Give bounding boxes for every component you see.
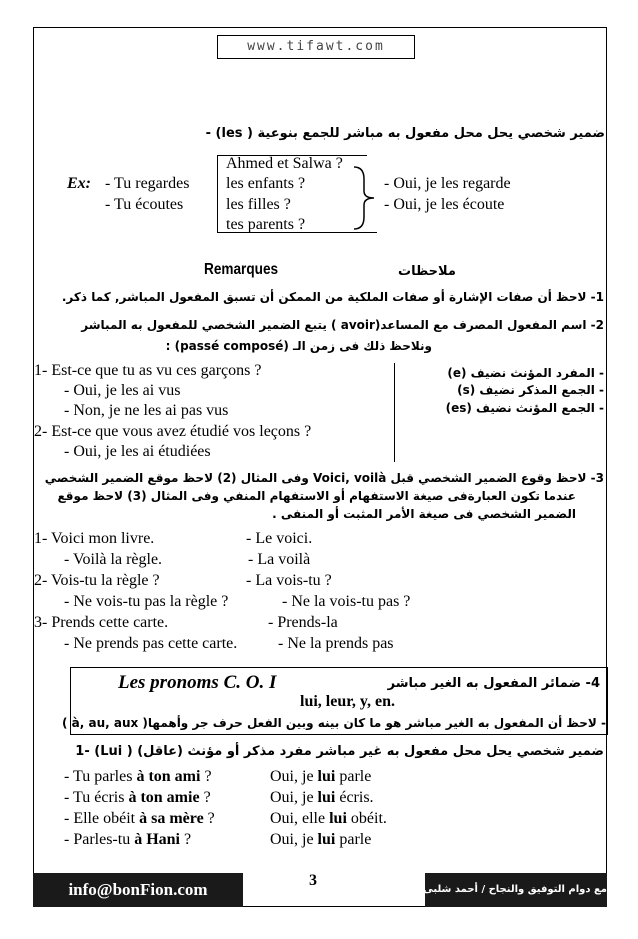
lui-question-2: - Tu écris à ton amie ?: [64, 789, 211, 806]
example-3-3-right: - La vois-tu ?: [246, 572, 332, 589]
website-banner: www.tifawt.com: [217, 35, 415, 59]
footer-credit: مع دوام التوفيق والنجاح / أحمد شلبى: [425, 873, 607, 907]
rule-2-divider: [394, 363, 395, 462]
example-2-2: - Oui, je les ai vus: [64, 382, 181, 399]
example-3-1-right: - Le voici.: [246, 530, 313, 547]
answer-1: - Oui, je les regarde: [384, 175, 511, 192]
option-3: les filles ?: [226, 196, 291, 213]
example-3-2-left: - Voilà la règle.: [64, 551, 163, 568]
curly-brace-icon: [352, 165, 376, 231]
answer-2: - Oui, je les écoute: [384, 196, 505, 213]
example-3-4-right: - Ne la vois-tu pas ?: [282, 593, 411, 610]
option-4: tes parents ?: [226, 216, 306, 233]
lui-question-1: - Tu parles à ton ami ?: [64, 768, 212, 785]
option-1: Ahmed et Salwa ?: [226, 155, 343, 172]
rule-masc-pl: - الجمع المذكر نضيف (s): [457, 383, 604, 397]
rule-1: 1- لاحظ أن صفات الإشارة أو صفات الملكية من الممكن أن تسبق المفعول المباشر, كما ذكر.: [61, 290, 604, 304]
lui-answer-4: Oui, je lui parle: [270, 831, 372, 848]
rule-3-line3: الضمير الشخصي فى صيغة الأمر المثبت أو المنفى .: [272, 507, 576, 521]
lui-answer-2: Oui, je lui écris.: [270, 789, 374, 806]
example-3-3-left: 2- Vois-tu la règle ?: [34, 572, 160, 589]
remarks-title-ar: ملاحظات: [398, 264, 456, 279]
example-2-1: 1- Est-ce que tu as vu ces garçons ?: [34, 362, 262, 379]
lui-heading: 1- (Lui ) ضمير شخصي يحل محل مفعول به غير مباشر مفرد مذكر أو مؤنث (عاقل): [75, 744, 604, 759]
question-2: - Tu écoutes: [105, 196, 184, 213]
question-1: - Tu regardes: [105, 175, 190, 192]
rule-fem-sing: - المفرد المؤنث نضيف (e): [447, 366, 604, 380]
rule-3-line1: 3- لاحظ وقوع الضمير الشخصي قبل Voici, voilà وفى المثال (2) لاحظ موقع الضمير الشخصي: [44, 471, 604, 485]
example-3-5-left: 3- Prends cette carte.: [34, 614, 169, 631]
example-3-6-right: - Ne la prends pas: [278, 635, 394, 652]
rule-3-line2: عندما تكون العبارةفى صيغة الاستفهام أو الاستفهام المنفي وفى المثال (3) لاحظ موقع: [57, 489, 576, 503]
coi-note: - لاحظ أن المفعول به الغير مباشر هو ما كان بينه وبين الفعل حرف جر وأهمها( à, au, aux ): [61, 716, 606, 730]
lui-answer-1: Oui, je lui parle: [270, 768, 372, 785]
example-2-4: 2- Est-ce que vous avez étudié vos leçons ?: [34, 423, 312, 440]
example-3-4-left: - Ne vois-tu pas la règle ?: [64, 593, 229, 610]
rule-fem-pl: - الجمع المؤنث نضيف (es): [445, 401, 604, 415]
rule-2-line1: 2- اسم المفعول المصرف مع المساعد(avoir ) يتبع الضمير الشخصي للمفعول به المباشر: [81, 318, 604, 332]
example-2-3: - Non, je ne les ai pas vus: [64, 402, 229, 419]
options-left-rule: [217, 155, 218, 232]
ex-label: Ex:: [67, 175, 91, 192]
rule-2-line2: ونلاحظ ذلك فى زمن الـ (passé composé) :: [165, 339, 432, 353]
les-heading: - (les ) ضمير شخصي يحل محل مفعول به مباشر للجمع بنوعية: [205, 126, 605, 141]
example-3-1-left: 1- Voici mon livre.: [34, 530, 155, 547]
lui-question-4: - Parles-tu à Hani ?: [64, 831, 192, 848]
page-number: 3: [309, 872, 317, 889]
footer-email: info@bonFion.com: [33, 873, 243, 907]
remarks-title: Remarques: [204, 261, 279, 278]
example-2-5: - Oui, je les ai étudiées: [64, 443, 211, 460]
example-3-5-right: - Prends-la: [268, 614, 338, 631]
option-2: les enfants ?: [226, 175, 306, 192]
example-3-2-right: - La voilà: [248, 551, 311, 568]
coi-pronouns: lui, leur, y, en.: [300, 693, 395, 710]
lui-answer-3: Oui, elle lui obéit.: [270, 810, 387, 827]
lui-question-3: - Elle obéit à sa mère ?: [64, 810, 215, 827]
coi-title: Les pronoms C. O. I: [118, 672, 277, 693]
example-3-6-left: - Ne prends pas cette carte.: [64, 635, 238, 652]
coi-title-ar: 4- ضمائر المفعول به الغير مباشر: [387, 676, 600, 691]
